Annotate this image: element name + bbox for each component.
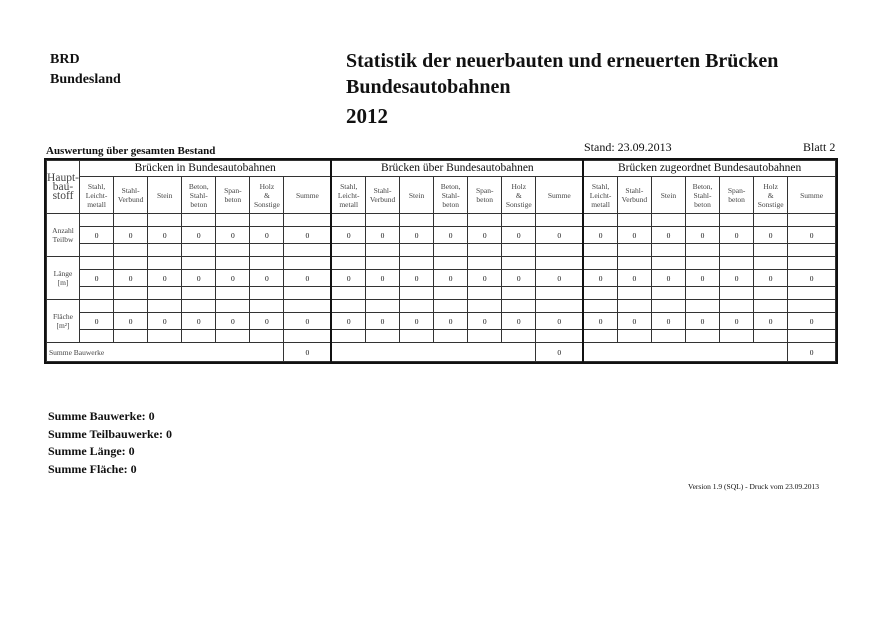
value-cell: 0	[583, 227, 617, 244]
value-cell: 0	[502, 313, 536, 330]
blank-cell	[331, 244, 365, 257]
blank-cell	[80, 244, 114, 257]
column-header: Span- beton	[720, 177, 754, 214]
value-cell: 0	[148, 313, 182, 330]
column-header: Holz & Sonstige	[250, 177, 284, 214]
blank-cell	[331, 330, 365, 343]
blank-cell	[284, 330, 332, 343]
blank-cell	[651, 244, 685, 257]
blank-cell	[651, 287, 685, 300]
blank-cell	[366, 300, 400, 313]
value-cell: 0	[685, 270, 719, 287]
blank-cell	[502, 287, 536, 300]
blank-cell	[80, 214, 114, 227]
column-header: Holz & Sonstige	[754, 177, 788, 214]
value-cell: 0	[434, 313, 468, 330]
value-cell: 0	[284, 313, 332, 330]
blank-cell	[400, 287, 434, 300]
blank-cell	[468, 330, 502, 343]
value-cell: 0	[366, 270, 400, 287]
blank-cell	[468, 287, 502, 300]
value-cell: 0	[80, 227, 114, 244]
column-header: Beton, Stahl- beton	[685, 177, 719, 214]
value-cell: 0	[502, 227, 536, 244]
value-cell: 0	[400, 270, 434, 287]
blank-cell	[182, 257, 216, 270]
blank-cell	[182, 330, 216, 343]
summary-teilbauwerke: Summe Teilbauwerke: 0	[48, 426, 173, 441]
page-title	[346, 48, 778, 100]
table-row	[47, 227, 836, 244]
column-header: Summe	[788, 177, 836, 214]
column-header: Span- beton	[468, 177, 502, 214]
blank-cell	[216, 330, 250, 343]
column-header: Span- beton	[216, 177, 250, 214]
blank-cell	[80, 330, 114, 343]
column-header: Stahl- Verbund	[114, 177, 148, 214]
group-header: Brücken über Bundesautobahnen	[331, 161, 583, 177]
blank-cell	[754, 214, 788, 227]
value-cell: 0	[114, 227, 148, 244]
blank-cell	[434, 244, 468, 257]
blank-cell	[331, 343, 535, 362]
sheet-number: Blatt 2	[803, 140, 836, 154]
blank-cell	[216, 300, 250, 313]
blank-cell	[754, 330, 788, 343]
blank-cell	[788, 257, 836, 270]
column-header: Summe	[536, 177, 583, 214]
value-cell: 0	[148, 227, 182, 244]
value-cell: 0	[250, 270, 284, 287]
blank-cell	[617, 300, 651, 313]
blank-cell	[366, 257, 400, 270]
blank-cell	[720, 214, 754, 227]
blank-cell	[114, 330, 148, 343]
blank-cell	[250, 214, 284, 227]
column-header: Stahl- Verbund	[366, 177, 400, 214]
value-cell: 0	[651, 270, 685, 287]
blank-cell	[685, 287, 719, 300]
blank-cell	[788, 244, 836, 257]
blank-cell	[331, 300, 365, 313]
column-header: Stahl- Verbund	[617, 177, 651, 214]
blank-cell	[182, 300, 216, 313]
blank-cell	[685, 330, 719, 343]
blank-cell	[331, 287, 365, 300]
blank-cell	[754, 244, 788, 257]
blank-cell	[284, 214, 332, 227]
value-cell: 0	[720, 227, 754, 244]
blank-cell	[148, 257, 182, 270]
blank-cell	[754, 300, 788, 313]
value-cell: 0	[434, 270, 468, 287]
blank-cell	[651, 330, 685, 343]
blank-cell	[114, 257, 148, 270]
blank-cell	[216, 244, 250, 257]
blank-cell	[617, 257, 651, 270]
blank-cell	[720, 287, 754, 300]
blank-cell	[331, 257, 365, 270]
table-row	[47, 270, 836, 287]
summary-bauwerke: Summe Bauwerke: 0	[48, 409, 155, 423]
blank-cell	[148, 300, 182, 313]
blank-cell	[502, 257, 536, 270]
value-cell: 0	[114, 313, 148, 330]
column-header: Holz & Sonstige	[502, 177, 536, 214]
value-cell: 0	[583, 313, 617, 330]
blank-cell	[114, 300, 148, 313]
blank-cell	[400, 214, 434, 227]
title-line1: Statistik der neuerbauten und erneuerten Brücken	[346, 50, 779, 72]
blank-cell	[536, 300, 583, 313]
blank-cell	[502, 244, 536, 257]
value-cell: 0	[685, 227, 719, 244]
blank-cell	[468, 300, 502, 313]
value-cell: 0	[366, 227, 400, 244]
blank-cell	[250, 287, 284, 300]
value-cell: 0	[754, 313, 788, 330]
blank-cell	[583, 244, 617, 257]
summary-block	[48, 408, 172, 478]
value-cell: 0	[502, 270, 536, 287]
blank-cell	[216, 257, 250, 270]
table-row	[47, 313, 836, 330]
blank-cell	[148, 244, 182, 257]
column-header: Stahl, Leicht- metall	[583, 177, 617, 214]
value-cell: 0	[182, 227, 216, 244]
statistics-table	[46, 160, 836, 362]
value-cell: 0	[80, 270, 114, 287]
value-cell: 0	[617, 313, 651, 330]
column-header: Stein	[148, 177, 182, 214]
group-header: Brücken in Bundesautobahnen	[80, 161, 332, 177]
value-cell: 0	[651, 227, 685, 244]
blank-cell	[366, 214, 400, 227]
blank-cell	[788, 300, 836, 313]
summary-flaeche: Summe Fläche: 0	[48, 461, 137, 476]
blank-cell	[284, 257, 332, 270]
header-state: Bundesland	[50, 72, 121, 87]
value-cell: 0	[284, 227, 332, 244]
value-cell: 0	[366, 313, 400, 330]
blank-cell	[250, 257, 284, 270]
column-header: Stein	[400, 177, 434, 214]
value-cell: 0	[536, 227, 583, 244]
value-cell: 0	[250, 227, 284, 244]
blank-cell	[114, 214, 148, 227]
blank-cell	[754, 257, 788, 270]
row-label: Anzahl Teilbw	[47, 214, 80, 257]
value-cell: 0	[788, 227, 836, 244]
blank-cell	[434, 214, 468, 227]
blank-cell	[284, 300, 332, 313]
value-cell: 0	[754, 270, 788, 287]
total-value: 0	[284, 343, 332, 362]
blank-cell	[250, 244, 284, 257]
value-cell: 0	[114, 270, 148, 287]
blank-cell	[80, 287, 114, 300]
value-cell: 0	[468, 313, 502, 330]
blank-cell	[366, 330, 400, 343]
value-cell: 0	[617, 227, 651, 244]
column-header: Beton, Stahl- beton	[434, 177, 468, 214]
blank-cell	[468, 257, 502, 270]
value-cell: 0	[216, 313, 250, 330]
blank-cell	[114, 244, 148, 257]
blank-cell	[434, 300, 468, 313]
blank-cell	[400, 330, 434, 343]
value-cell: 0	[80, 313, 114, 330]
column-header: Stahl, Leicht- metall	[80, 177, 114, 214]
value-cell: 0	[182, 270, 216, 287]
value-cell: 0	[400, 313, 434, 330]
column-header: Summe	[284, 177, 332, 214]
blank-cell	[536, 244, 583, 257]
blank-cell	[284, 287, 332, 300]
blank-cell	[788, 287, 836, 300]
total-value: 0	[788, 343, 836, 362]
total-label: Summe Bauwerke	[47, 343, 284, 362]
report-year: 2012	[346, 104, 388, 128]
blank-cell	[284, 244, 332, 257]
blank-cell	[182, 287, 216, 300]
value-cell: 0	[182, 313, 216, 330]
value-cell: 0	[400, 227, 434, 244]
blank-cell	[434, 257, 468, 270]
value-cell: 0	[331, 270, 365, 287]
value-cell: 0	[788, 313, 836, 330]
title-line2: Bundesautobahnen	[346, 76, 511, 98]
blank-cell	[583, 257, 617, 270]
blank-cell	[182, 214, 216, 227]
blank-cell	[216, 287, 250, 300]
blank-cell	[788, 214, 836, 227]
value-cell: 0	[754, 227, 788, 244]
row-label: Fläche [m²]	[47, 300, 80, 343]
blank-cell	[366, 244, 400, 257]
group-header-row	[47, 161, 836, 177]
header-country: BRD	[50, 52, 80, 67]
blank-cell	[720, 244, 754, 257]
blank-cell	[80, 300, 114, 313]
value-cell: 0	[720, 270, 754, 287]
blank-cell	[80, 257, 114, 270]
total-row	[47, 343, 836, 362]
blank-cell	[583, 287, 617, 300]
blank-cell	[502, 214, 536, 227]
value-cell: 0	[148, 270, 182, 287]
value-cell: 0	[331, 227, 365, 244]
blank-cell	[720, 330, 754, 343]
blank-cell	[685, 300, 719, 313]
blank-cell	[148, 214, 182, 227]
blank-cell	[502, 330, 536, 343]
blank-cell	[720, 300, 754, 313]
blank-cell	[502, 300, 536, 313]
blank-cell	[148, 287, 182, 300]
value-cell: 0	[284, 270, 332, 287]
section-title: Auswertung über gesamten Bestand	[46, 145, 216, 157]
row-header-cell: Haupt- bau- stoff	[47, 161, 80, 214]
value-cell: 0	[216, 227, 250, 244]
blank-cell	[250, 300, 284, 313]
total-value: 0	[536, 343, 583, 362]
blank-cell	[400, 257, 434, 270]
row-label: Länge [m]	[47, 257, 80, 300]
blank-cell	[114, 287, 148, 300]
blank-cell	[434, 287, 468, 300]
blank-cell	[651, 214, 685, 227]
blank-cell	[617, 287, 651, 300]
blank-cell	[617, 244, 651, 257]
column-header: Stein	[651, 177, 685, 214]
blank-cell	[617, 214, 651, 227]
value-cell: 0	[617, 270, 651, 287]
blank-cell	[617, 330, 651, 343]
column-header: Beton, Stahl- beton	[182, 177, 216, 214]
blank-cell	[536, 287, 583, 300]
blank-cell	[366, 287, 400, 300]
value-cell: 0	[331, 313, 365, 330]
blank-cell	[583, 343, 787, 362]
blank-cell	[331, 214, 365, 227]
blank-cell	[468, 214, 502, 227]
blank-cell	[400, 244, 434, 257]
blank-cell	[182, 244, 216, 257]
value-cell: 0	[468, 227, 502, 244]
value-cell: 0	[788, 270, 836, 287]
blank-cell	[216, 214, 250, 227]
value-cell: 0	[720, 313, 754, 330]
blank-cell	[250, 330, 284, 343]
blank-cell	[651, 300, 685, 313]
blank-cell	[536, 214, 583, 227]
stand-date: Stand: 23.09.2013	[584, 140, 672, 154]
value-cell: 0	[468, 270, 502, 287]
value-cell: 0	[250, 313, 284, 330]
blank-cell	[583, 330, 617, 343]
value-cell: 0	[434, 227, 468, 244]
blank-cell	[583, 300, 617, 313]
blank-cell	[583, 214, 617, 227]
blank-cell	[536, 330, 583, 343]
blank-cell	[400, 300, 434, 313]
blank-cell	[148, 330, 182, 343]
blank-cell	[788, 330, 836, 343]
value-cell: 0	[536, 313, 583, 330]
value-cell: 0	[685, 313, 719, 330]
blank-cell	[651, 257, 685, 270]
blank-cell	[754, 287, 788, 300]
value-cell: 0	[536, 270, 583, 287]
blank-cell	[536, 257, 583, 270]
value-cell: 0	[216, 270, 250, 287]
summary-laenge: Summe Länge: 0	[48, 444, 135, 458]
column-header-row	[47, 177, 836, 214]
value-cell: 0	[583, 270, 617, 287]
blank-cell	[720, 257, 754, 270]
blank-cell	[434, 330, 468, 343]
group-header: Brücken zugeordnet Bundesautobahnen	[583, 161, 835, 177]
value-cell: 0	[651, 313, 685, 330]
blank-cell	[685, 214, 719, 227]
blank-cell	[685, 244, 719, 257]
blank-cell	[468, 244, 502, 257]
blank-cell	[685, 257, 719, 270]
version-info: Version 1.9 (SQL) - Druck vom 23.09.2013	[688, 482, 820, 491]
header-left	[50, 50, 121, 90]
column-header: Stahl, Leicht- metall	[331, 177, 365, 214]
